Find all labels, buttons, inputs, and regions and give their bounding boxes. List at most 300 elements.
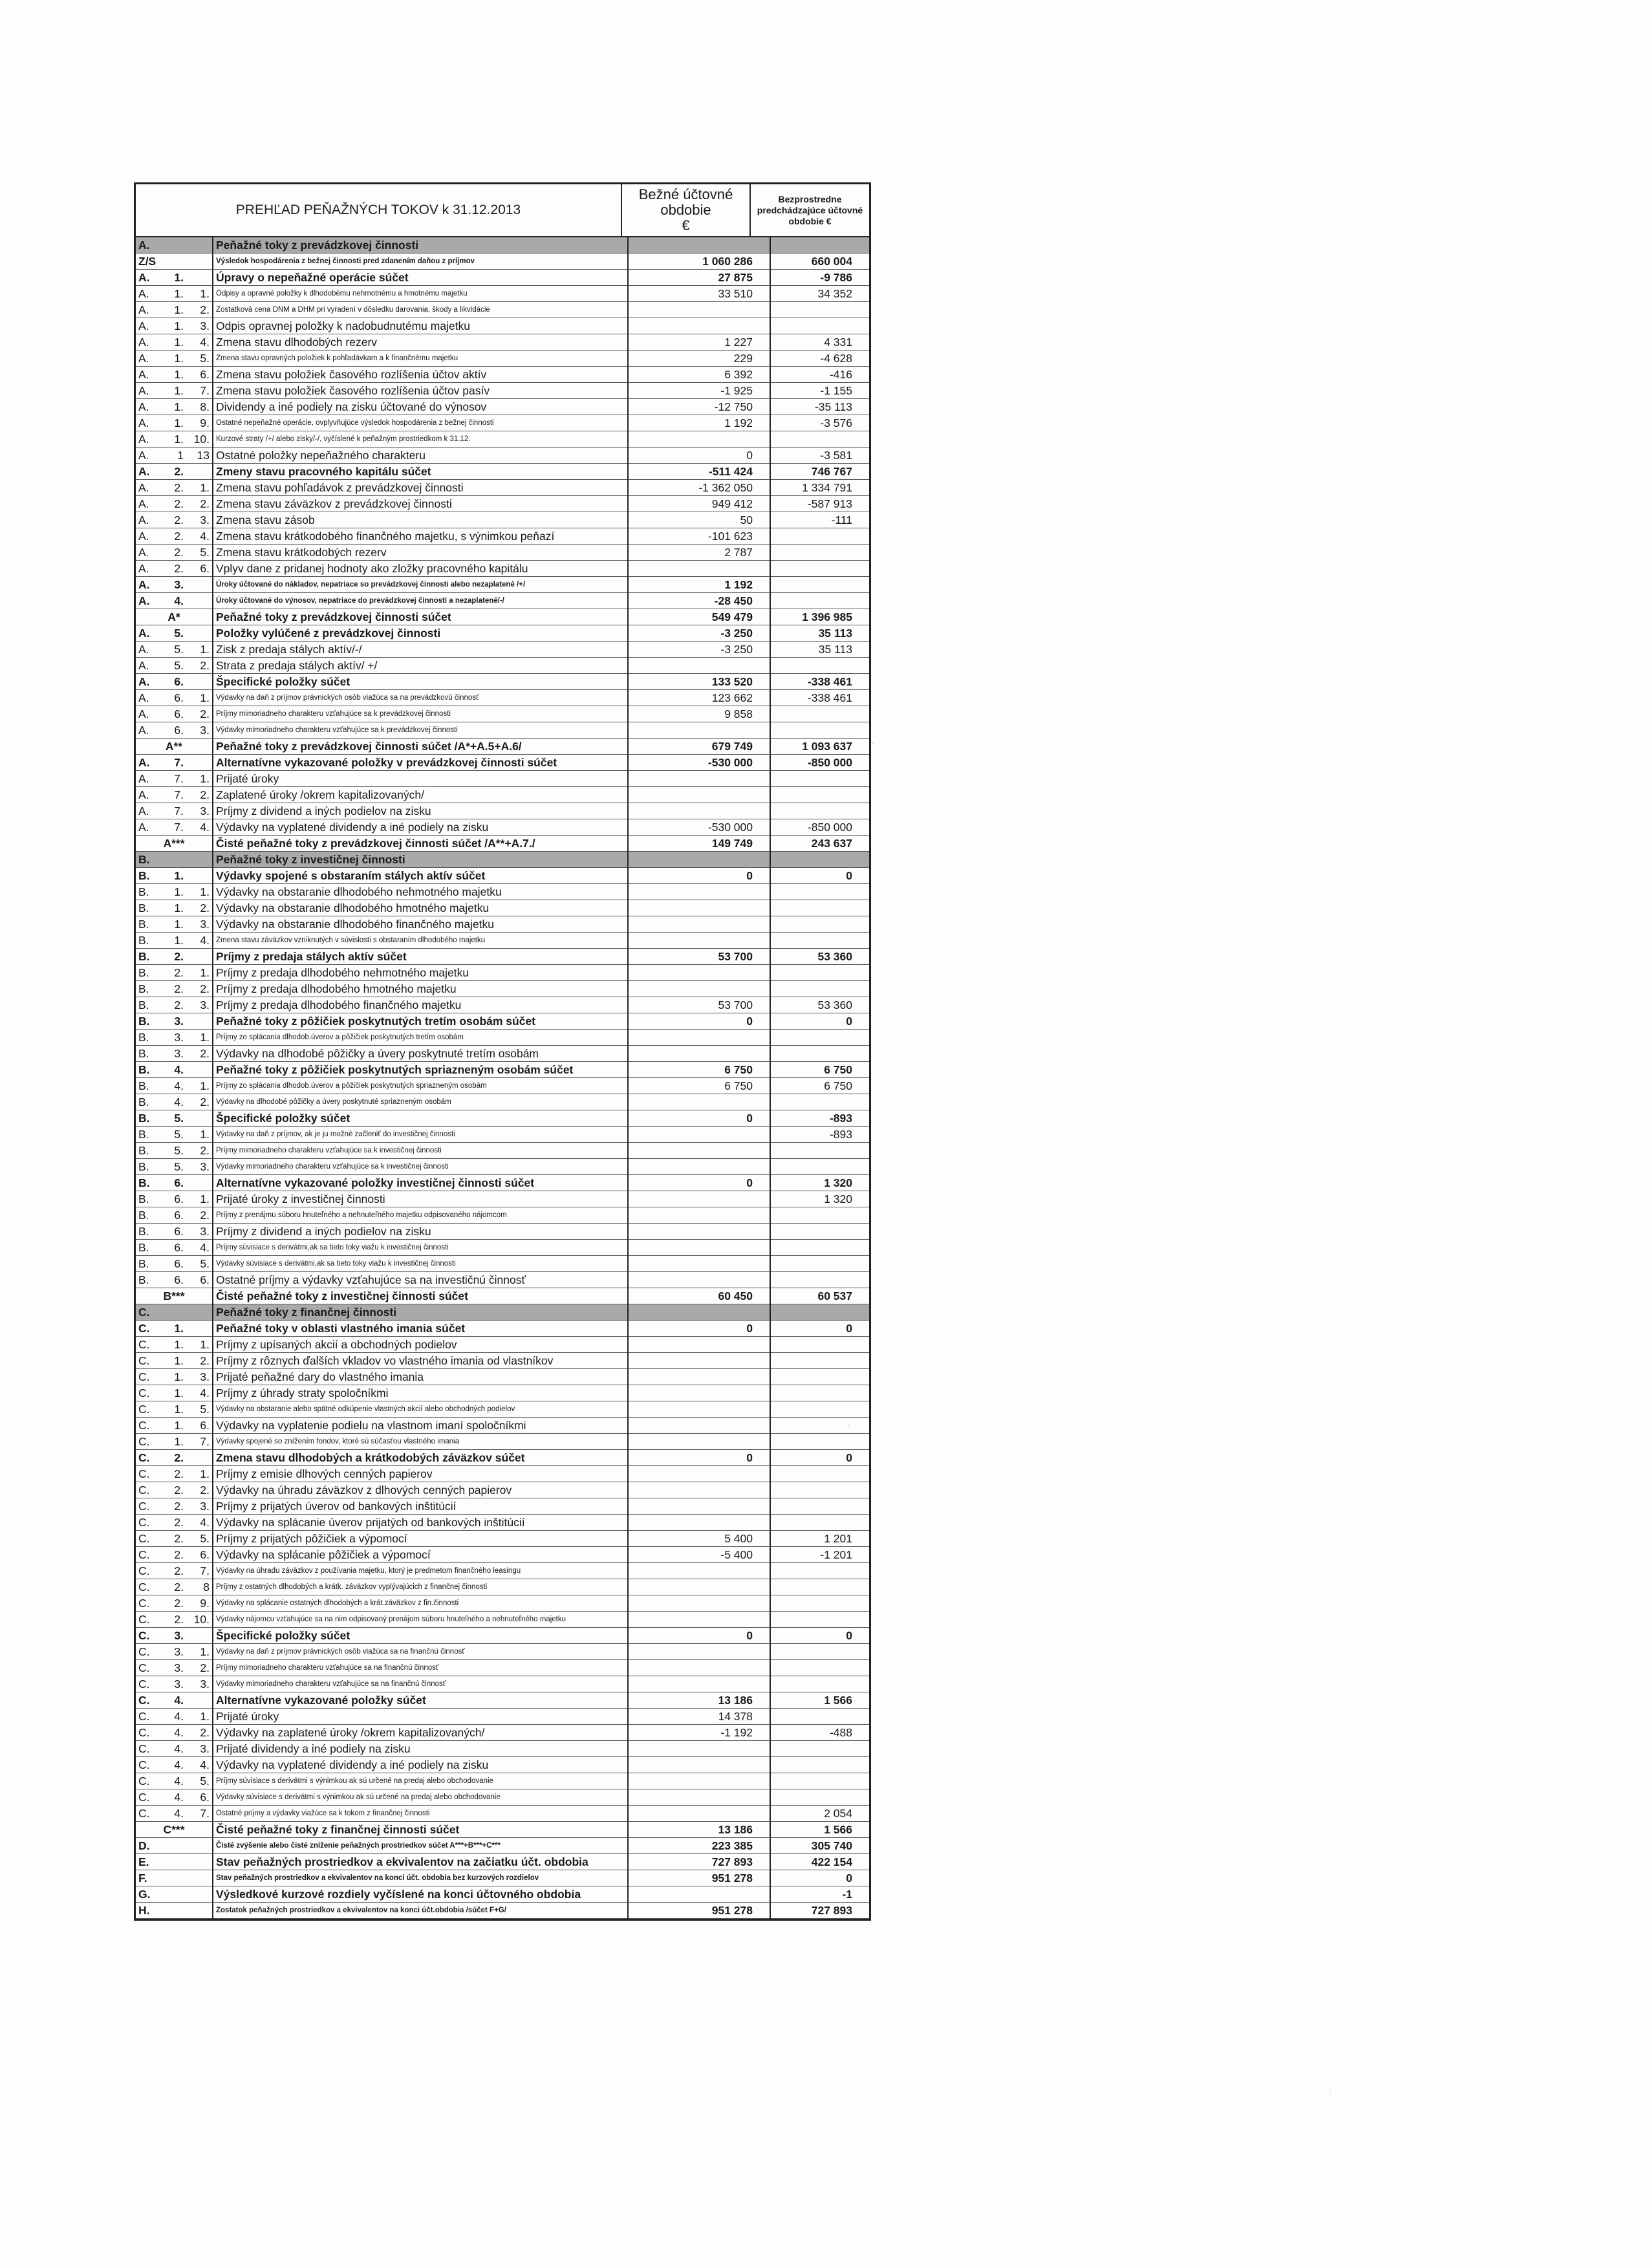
row-code-item: 2. [185,302,213,318]
row-label: Výdavky mimoriadneho charakteru vzťahujúce sa k investičnej činnosti [213,1159,628,1175]
row-code-group [159,1854,185,1870]
current-period-value: 53 700 [628,997,770,1013]
row-code-item: 3. [185,1224,213,1240]
current-period-value [628,916,770,933]
current-period-value [628,1676,770,1692]
previous-period-value [770,593,869,609]
current-period-value: 13 186 [628,1822,770,1838]
row-code-group [159,1304,185,1321]
table-row [136,577,869,593]
row-code-group: 2. [159,1482,185,1498]
row-code-item [185,1838,213,1854]
previous-period-value: 1 396 985 [770,609,869,625]
row-code-letter: B. [136,1094,159,1110]
row-code-letter: E. [136,1854,159,1870]
row-code-group: 4. [159,1806,185,1822]
previous-period-value [770,1207,869,1224]
row-code-item: 6. [185,561,213,577]
row-code-group: 1. [159,1401,185,1418]
current-period-value [628,1401,770,1418]
row-code-letter: H. [136,1903,159,1919]
row-label: Výdavky súvisiace s derivátmi,ak sa tieto toky viažu k investičnej činnosti [213,1256,628,1272]
row-label: Odpisy a opravné položky k dlhodobému nehmotnému a hmotnému majetku [213,286,628,302]
previous-period-value: -111 [770,512,869,528]
current-period-value: 53 700 [628,949,770,965]
current-period-value: 5 400 [628,1531,770,1547]
row-code-letter: A. [136,561,159,577]
row-code-item [185,593,213,609]
table-row [136,593,869,609]
row-code-item: 1. [185,1337,213,1353]
row-label: Výdavky mimoriadneho charakteru vzťahujúce sa k prevádzkovej činnosti [213,722,628,739]
row-label: Výsledkové kurzové rozdiely vyčíslené na konci účtovného obdobia [213,1886,628,1903]
table-row [136,1450,869,1466]
row-code-item [185,1870,213,1886]
row-code-group: 2. [159,1466,185,1482]
row-code-letter: B. [136,1030,159,1046]
row-code-item [185,625,213,642]
row-label: Čisté zvýšenie alebo čisté zníženie peňažných prostriedkov súčet A***+B***+C*** [213,1838,628,1854]
row-label: Prijaté dividendy a iné podiely na zisku [213,1741,628,1757]
row-label: Prijaté úroky [213,771,628,787]
current-period-value: 60 450 [628,1288,770,1304]
row-code-group: 1. [159,1385,185,1401]
row-code-item: 1. [185,1644,213,1660]
row-code-group: 4. [159,1725,185,1741]
row-code-letter: B. [136,916,159,933]
current-period-value [628,1272,770,1288]
previous-period-value [770,771,869,787]
row-code-item: 5. [185,1531,213,1547]
row-label: Odpis opravnej položky k nadobudnutému majetku [213,318,628,334]
table-row [136,431,869,448]
previous-period-value: -893 [770,1127,869,1143]
current-period-value: 1 192 [628,415,770,431]
previous-period-value [770,1644,869,1660]
table-row [136,270,869,286]
previous-period-header-line: obdobie € [788,215,832,226]
table-row [136,399,869,415]
row-code-group: 1. [159,868,185,884]
row-code-item: 1. [185,1078,213,1094]
current-period-value [628,722,770,739]
table-row [136,512,869,528]
previous-period-value [770,1304,869,1321]
row-label: Príjmy z predaja dlhodobého hmotného majetku [213,981,628,997]
row-label: Zmena stavu zásob [213,512,628,528]
row-label: Kurzové straty /+/ alebo zisky/-/, vyčíslené k peňažným prostriedkom k 31.12. [213,431,628,448]
row-code-group: 6. [159,706,185,722]
current-period-value: 549 479 [628,609,770,625]
row-code-letter: C. [136,1482,159,1498]
row-code-item: 1. [185,1466,213,1482]
row-code-group: 2. [159,1579,185,1595]
row-code-group: 1. [159,1434,185,1450]
row-code-group: 1. [159,383,185,399]
row-code-letter: A. [136,803,159,819]
current-period-value: 951 278 [628,1903,770,1919]
row-code-item: 2. [185,1207,213,1224]
row-code-letter: B. [136,965,159,981]
row-code-group: 3. [159,1046,185,1062]
row-code-group: 4. [159,593,185,609]
row-code-item: 1. [185,884,213,900]
current-period-value [628,965,770,981]
row-code-item: 2. [185,1353,213,1369]
table-row [136,1838,869,1854]
row-code-group [159,852,185,868]
current-period-value: -28 450 [628,593,770,609]
row-code-group: 5. [159,1159,185,1175]
row-code-item: 2. [185,1660,213,1676]
current-period-value: -1 192 [628,1725,770,1741]
previous-period-value [770,1612,869,1628]
row-code-group: 2. [159,1531,185,1547]
row-code-item: 3. [185,803,213,819]
row-code-letter: C. [136,1644,159,1660]
previous-period-value [770,561,869,577]
current-period-value [628,1385,770,1401]
row-label: Príjmy z emisie dlhových cenných papierov [213,1466,628,1482]
row-code-item: 6. [185,1789,213,1806]
row-label: Alternatívne vykazované položky súčet [213,1692,628,1709]
row-code-item: 10. [185,1612,213,1628]
table-row [136,1595,869,1612]
row-code-group: 1. [159,1418,185,1434]
table-row [136,658,869,674]
row-code-item: 2. [185,1046,213,1062]
current-period-value: -12 750 [628,399,770,415]
current-period-value [628,1466,770,1482]
table-row [136,674,869,690]
previous-period-value [770,577,869,593]
row-label: Položky vylúčené z prevádzkovej činnosti [213,625,628,642]
current-period-value [628,1482,770,1498]
row-code-item [185,1886,213,1903]
row-label: Príjmy z prijatých pôžičiek a výpomocí [213,1531,628,1547]
row-code-group: 7. [159,755,185,771]
row-code-item [185,464,213,480]
row-code-group: 6. [159,722,185,739]
row-code-item [185,852,213,868]
previous-period-value [770,803,869,819]
row-label: Prijaté úroky z investičnej činnosti [213,1191,628,1207]
row-code-item: 5. [185,351,213,367]
previous-period-value [770,1773,869,1789]
row-code-item: 2. [185,658,213,674]
row-code-item: 1. [185,690,213,706]
table-row [136,1224,869,1240]
table-row [136,916,869,933]
table-row [136,1498,869,1515]
current-period-header [622,184,751,236]
row-label: Zisk z predaja stálych aktív/-/ [213,642,628,658]
previous-period-value [770,1353,869,1369]
row-code-item: 2. [185,981,213,997]
table-row [136,1806,869,1822]
row-label: Výdavky na daň z príjmov právnických osôb viažúca sa na finančnú činnosť [213,1644,628,1660]
previous-period-header-line: Bezprostredne [778,193,842,204]
row-code-group: 5. [159,1110,185,1127]
row-code-item: 7. [185,1434,213,1450]
row-code-letter: C. [136,1595,159,1612]
table-row [136,836,869,852]
table-row [136,1175,869,1191]
previous-period-value [770,706,869,722]
row-code-group: 2. [159,1515,185,1531]
current-period-value: -1 362 050 [628,480,770,496]
row-code-group: 5. [159,625,185,642]
table-row [136,706,869,722]
row-code-letter: A. [136,318,159,334]
table-row [136,1886,869,1903]
current-period-value: 229 [628,351,770,367]
previous-period-value [770,933,869,949]
row-code-group: 1. [159,916,185,933]
previous-period-value: 1 566 [770,1822,869,1838]
row-label: Výdavky na zaplatené úroky /okrem kapitalizovaných/ [213,1725,628,1741]
previous-period-value: 1 334 791 [770,480,869,496]
current-period-value: 0 [628,1450,770,1466]
row-code-group: 3. [159,1013,185,1030]
table-row [136,981,869,997]
table-row [136,1482,869,1498]
row-label: Špecifické položky súčet [213,1628,628,1644]
row-code-letter: D. [136,1838,159,1854]
row-code-letter: B. [136,1143,159,1159]
row-code-item: 6. [185,1418,213,1434]
scan-speck: · [872,737,875,748]
row-code-group: 2. [159,561,185,577]
row-code-letter: A* [136,609,213,625]
row-label: Peňažné toky z prevádzkovej činnosti súčet /A*+A.5+A.6/ [213,739,628,755]
row-code-item: 4. [185,1757,213,1773]
previous-period-value [770,1434,869,1450]
row-code-group: 1. [159,1337,185,1353]
previous-period-value: 1 566 [770,1692,869,1709]
table-row [136,1644,869,1660]
row-code-item: 7. [185,1563,213,1579]
row-code-group: 1. [159,933,185,949]
row-code-item: 4. [185,334,213,351]
row-code-letter: C. [136,1369,159,1385]
row-code-group: 6. [159,674,185,690]
row-label: Výdavky spojené so znížením fondov, ktoré sú súčasťou vlastného imania [213,1434,628,1450]
row-code-item: 1. [185,286,213,302]
row-code-letter: A. [136,270,159,286]
row-label: Príjmy z úhrady straty spoločníkmi [213,1385,628,1401]
row-code-item [185,1110,213,1127]
table-row [136,997,869,1013]
row-label: Úroky účtované do nákladov, nepatriace so prevádzkovej činnosti alebo nezaplatené /+/ [213,577,628,593]
row-code-letter: C. [136,1757,159,1773]
row-code-letter: C. [136,1515,159,1531]
table-row [136,1628,869,1644]
previous-period-value [770,1256,869,1272]
row-label: Peňažné toky z pôžičiek poskytnutých spriazneným osobám súčet [213,1062,628,1078]
table-row [136,1773,869,1789]
current-period-value: 2 787 [628,545,770,561]
row-code-item [185,237,213,254]
current-period-value: 0 [628,448,770,464]
row-label: Zmena stavu záväzkov vzniknutých v súvislosti s obstaraním dlhodobého majetku [213,933,628,949]
row-code-item [185,868,213,884]
row-label: Zmena stavu dlhodobých a krátkodobých záväzkov súčet [213,1450,628,1466]
row-label: Výdavky na vyplatené dividendy a iné podiely na zisku [213,1757,628,1773]
previous-period-value [770,1046,869,1062]
row-code-letter: B. [136,1240,159,1256]
previous-period-value [770,1676,869,1692]
current-period-value: 1 060 286 [628,254,770,270]
row-label: Stav peňažných prostriedkov a ekvivalentov na začiatku účt. obdobia [213,1854,628,1870]
current-period-value [628,302,770,318]
row-code-letter: A. [136,819,159,836]
row-code-letter: C. [136,1741,159,1757]
row-label: Výdavky na vyplatenie podielu na vlastnom imaní spoločníkmi [213,1418,628,1434]
current-period-header-line: Bežné účtovné [638,186,733,202]
scan-speck: · [847,1420,850,1430]
current-period-value: 6 750 [628,1062,770,1078]
statement-title: PREHĽAD PEŇAŽNÝCH TOKOV k 31.12.2013 [136,184,622,236]
previous-period-value: 1 320 [770,1191,869,1207]
row-label: Príjmy mimoriadneho charakteru vzťahujúce sa k investičnej činnosti [213,1143,628,1159]
row-code-group: 3. [159,1676,185,1692]
row-code-group: 1. [159,367,185,383]
row-label: Výsledok hospodárenia z bežnej činnosti pred zdanením daňou z príjmov [213,254,628,270]
section-header-row [136,237,869,254]
current-period-value [628,1191,770,1207]
row-code-item: 2. [185,787,213,803]
row-code-item: 3. [185,512,213,528]
previous-period-value: -850 000 [770,755,869,771]
section-header-row [136,1304,869,1321]
row-code-item: 3. [185,722,213,739]
row-code-group: 1. [159,302,185,318]
row-code-letter: C. [136,1337,159,1353]
table-row [136,1434,869,1450]
row-code-item: 4. [185,528,213,545]
previous-period-value [770,722,869,739]
current-period-value: 149 749 [628,836,770,852]
current-period-value [628,1224,770,1240]
statement-header [136,184,869,237]
current-period-value: 33 510 [628,286,770,302]
row-code-letter: B. [136,1272,159,1288]
row-code-letter: C. [136,1531,159,1547]
row-label: Čisté peňažné toky z prevádzkovej činnosti súčet /A**+A.7./ [213,836,628,852]
row-code-item: 2. [185,706,213,722]
previous-period-value: -488 [770,1725,869,1741]
row-label: Príjmy z upísaných akcií a obchodných podielov [213,1337,628,1353]
row-code-group: 1. [159,1321,185,1337]
row-code-letter: B. [136,852,159,868]
table-row [136,286,869,302]
row-code-item: 2. [185,900,213,916]
table-row [136,1062,869,1078]
row-code-item [185,1450,213,1466]
row-code-item: 3. [185,1369,213,1385]
previous-period-value: 0 [770,1628,869,1644]
row-code-letter: A. [136,302,159,318]
row-code-group: 1 [159,448,185,464]
row-code-group: 1. [159,1353,185,1369]
row-label: Ostatné nepeňažné operácie, ovplyvňujúce výsledok hospodárenia z bežnej činnosti [213,415,628,431]
row-code-item: 3. [185,1676,213,1692]
row-label: Príjmy mimoriadneho charakteru vzťahujúce sa na finančnú činnosť [213,1660,628,1676]
row-code-item: 10. [185,431,213,448]
previous-period-value [770,1741,869,1757]
row-code-group: 2. [159,512,185,528]
row-code-letter: A. [136,706,159,722]
previous-period-value: 1 201 [770,1531,869,1547]
row-code-item [185,1304,213,1321]
row-code-group: 2. [159,1563,185,1579]
row-code-letter: B. [136,884,159,900]
row-code-letter: B. [136,997,159,1013]
current-period-value: 13 186 [628,1692,770,1709]
table-row [136,1143,869,1159]
row-code-item: 6. [185,1272,213,1288]
previous-period-value [770,1418,869,1434]
previous-period-value [770,1660,869,1676]
current-period-value [628,1757,770,1773]
row-label: Zostatok peňažných prostriedkov a ekvivalentov na konci účt.obdobia /súčet F+G/ [213,1903,628,1919]
table-row [136,318,869,334]
row-code-item [185,254,213,270]
row-code-letter: A*** [136,836,213,852]
row-label: Zmena stavu krátkodobých rezerv [213,545,628,561]
previous-period-value [770,787,869,803]
row-code-item: 1. [185,771,213,787]
previous-period-value: 305 740 [770,1838,869,1854]
table-row [136,755,869,771]
row-code-letter: B. [136,1046,159,1062]
previous-period-value [770,884,869,900]
previous-period-value [770,1401,869,1418]
previous-period-value [770,852,869,868]
previous-period-value: -1 201 [770,1547,869,1563]
row-code-group: 3. [159,1644,185,1660]
row-code-group [159,237,185,254]
row-code-item: 3. [185,1498,213,1515]
previous-period-value: 35 113 [770,642,869,658]
row-label: Strata z predaja stálych aktív/ +/ [213,658,628,674]
row-code-group: 1. [159,900,185,916]
row-code-letter: A. [136,383,159,399]
previous-period-value: 0 [770,1450,869,1466]
row-code-letter: C. [136,1321,159,1337]
previous-period-value: 0 [770,1321,869,1337]
row-code-group: 4. [159,1094,185,1110]
row-code-item: 6. [185,367,213,383]
table-row [136,1903,869,1919]
row-code-letter: A. [136,480,159,496]
row-label: Čisté peňažné toky z finančnej činnosti súčet [213,1822,628,1838]
current-period-value: -511 424 [628,464,770,480]
row-code-letter: A** [136,739,213,755]
row-label: Príjmy súvisiace s derivátmi,ak sa tieto toky viažu k investičnej činnosti [213,1240,628,1256]
row-code-letter: B. [136,1175,159,1191]
row-code-item: 1. [185,1709,213,1725]
row-code-letter: C. [136,1563,159,1579]
table-row [136,1110,869,1127]
row-label: Výdavky na daň z príjmov právnických osôb viažúca sa na prevádzkovú činnosť [213,690,628,706]
previous-period-value [770,1094,869,1110]
row-code-item: 8. [185,399,213,415]
row-label: Výdavky na vyplatené dividendy a iné podiely na zisku [213,819,628,836]
current-period-value [628,1741,770,1757]
table-row [136,933,869,949]
